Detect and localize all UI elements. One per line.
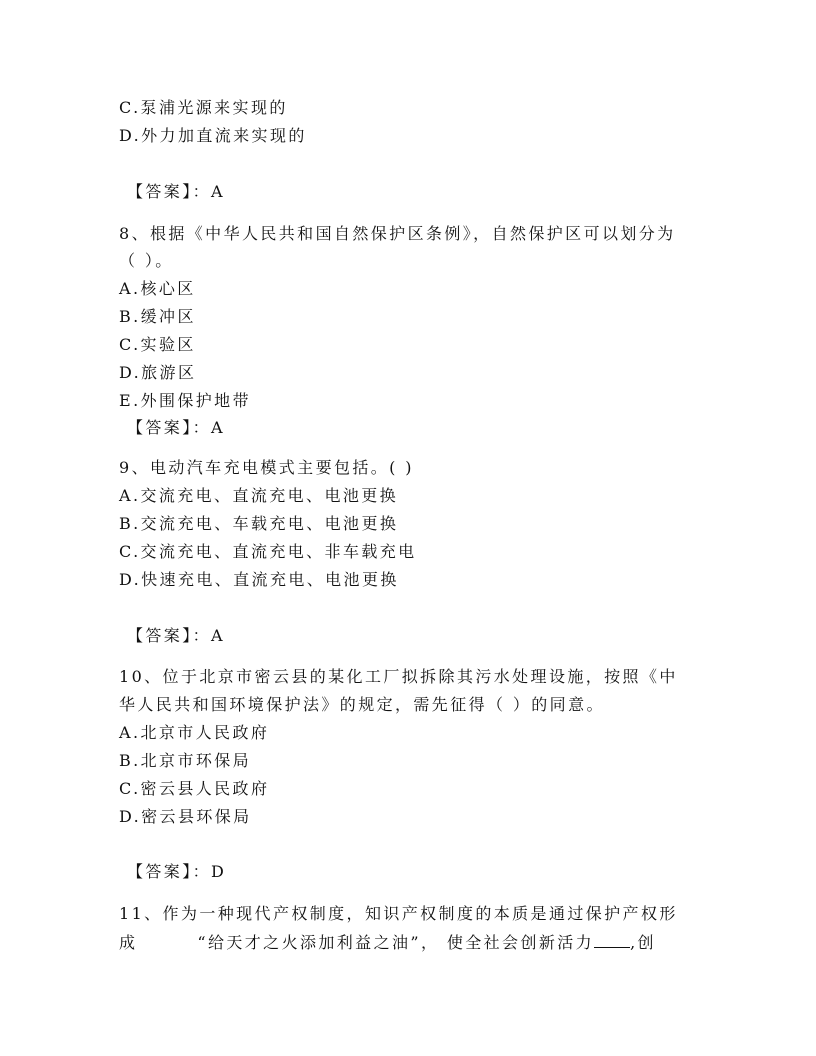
- q10-answer: 【答案】：D: [127, 862, 227, 881]
- q10-stem-line1: 10、位于北京市密云县的某化工厂拟拆除其污水处理设施，按照《中: [119, 667, 678, 686]
- q9-option-a: A.交流充电、直流充电、电池更换: [119, 486, 399, 505]
- q11-answer-blank: [594, 933, 630, 948]
- q11-stem-line2-b: “给天才之火添加利益之油”， 使全社会创新活力: [197, 933, 595, 952]
- q8-stem-line1: 8、根据《中华人民共和国自然保护区条例》，自然保护区可以划分为: [119, 224, 676, 243]
- q10-option-a: A.北京市人民政府: [119, 723, 270, 742]
- q8-option-c: C.实验区: [119, 335, 196, 354]
- q9-answer: 【答案】：A: [127, 626, 225, 645]
- q10-option-d: D.密云县环保局: [119, 807, 252, 826]
- q8-answer: 【答案】：A: [127, 418, 225, 437]
- q8-option-a: A.核心区: [119, 279, 196, 298]
- q11-stem-line1: 11、作为一种现代产权制度，知识产权制度的本质是通过保护产权形: [119, 904, 678, 923]
- q9-option-c: C.交流充电、直流充电、非车载充电: [119, 542, 417, 561]
- q9-option-b: B.交流充电、车载充电、电池更换: [119, 514, 399, 533]
- q9-stem: 9、电动汽车充电模式主要包括。( ): [119, 458, 414, 477]
- q11-stem-line2-a: 成: [119, 933, 138, 952]
- q8-option-b: B.缓冲区: [119, 307, 196, 326]
- q8-option-d: D.旅游区: [119, 363, 197, 382]
- q10-option-b: B.北京市环保局: [119, 751, 252, 770]
- q8-option-e: E.外围保护地带: [119, 391, 251, 410]
- q7-option-d: D.外力加直流来实现的: [119, 126, 307, 145]
- q11-stem-line2-c: ,创: [630, 933, 656, 952]
- q10-option-c: C.密云县人民政府: [119, 779, 270, 798]
- q9-option-d: D.快速充电、直流充电、电池更换: [119, 570, 399, 589]
- q7-answer: 【答案】：A: [127, 182, 225, 201]
- q10-stem-line2: 华人民共和国环境保护法》的规定，需先征得（ ）的同意。: [119, 695, 605, 714]
- q8-stem-line2: （ ）。: [119, 251, 174, 270]
- q11-stem-line2: [119, 933, 656, 953]
- q7-option-c: C.泵浦光源来实现的: [119, 98, 288, 117]
